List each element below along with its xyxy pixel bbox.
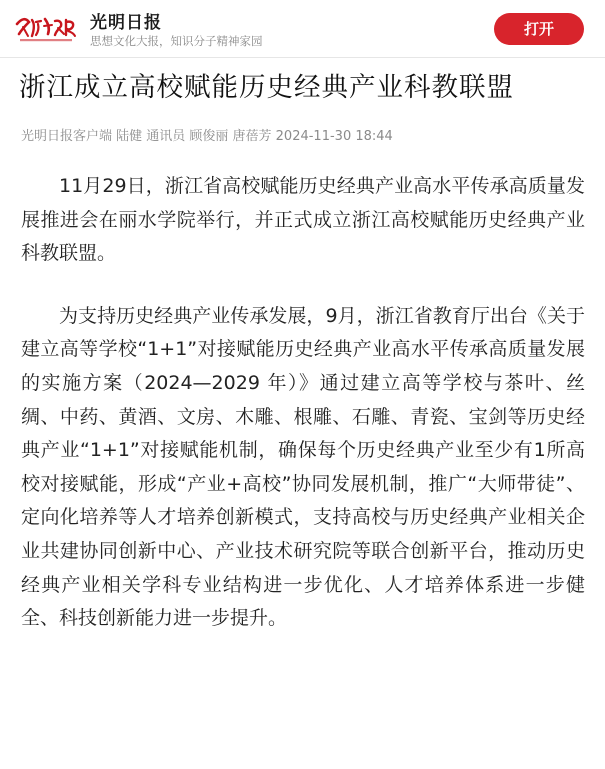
brand-slogan: 思想文化大报，知识分子精神家园 — [90, 34, 263, 48]
app-banner — [0, 0, 605, 58]
guangming-daily-logo-icon — [14, 12, 78, 46]
open-app-button[interactable]: 打开 — [494, 13, 584, 45]
article-paragraph: 11月29日，浙江省高校赋能历史经典产业高水平传承高质量发展推进会在丽水学院举行，并正式成立浙江高校赋能历史经典产业科教联盟。 — [21, 175, 585, 265]
article-title: 浙江成立高校赋能历史经典产业科教联盟 — [19, 72, 514, 103]
article-paragraph: 为支持历史经典产业传承发展，9月，浙江省教育厅出台《关于建立高等学校“1+1”对接赋能历史经典产业高水平传承高质量发展的实施方案（2024—2029 年）》通过建立高等学校与茶叶、丝绸、中药、黄酒、文房、木雕、根雕、石雕、青瓷、宝剑等历史经典产业“1+1”对接赋能机制，确保每个历史经典产业至少有1所高校对接赋能，形成“产业+高校”协同发展机制，推广“大师带徒”、定向化培养等人才培养创新模式，支持高校与历史经典产业相关企业共建协同创新中心、产业技术研究院等联合创新平台，推动历史经典产业相关学科专业结构进一步优化、人才培养体系进一步健全、科技创新能力进一步提升。 — [21, 304, 585, 630]
brand-name: 光明日报 — [90, 13, 162, 33]
article-body — [21, 170, 585, 636]
article-meta: 光明日报客户端 陆健 通讯员 顾俊丽 唐蓓芳 2024-11-30 18:44 — [21, 129, 393, 144]
